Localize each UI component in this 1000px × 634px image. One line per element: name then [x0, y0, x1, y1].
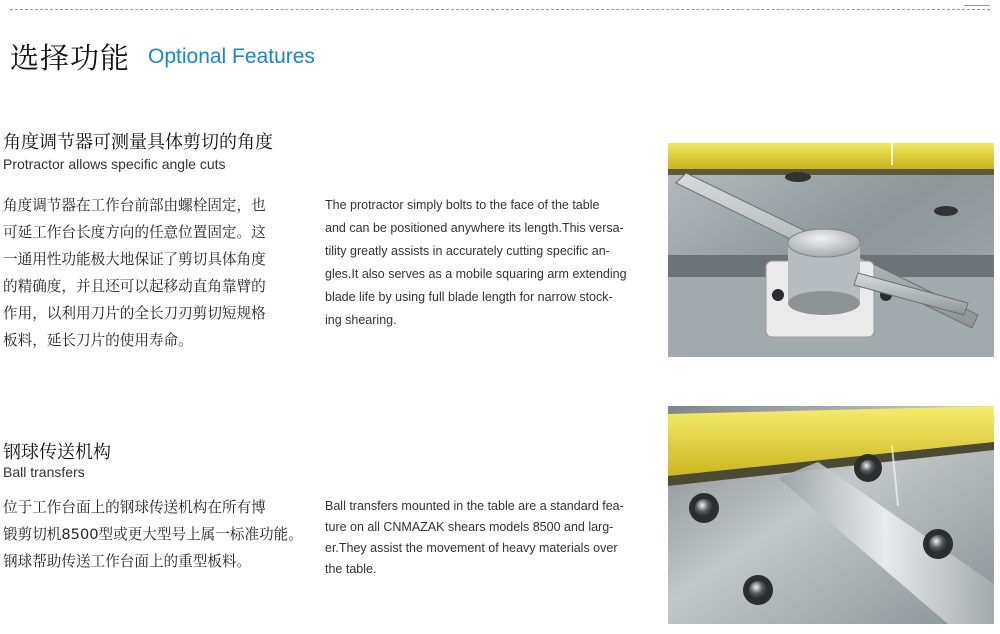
- page-title-cn: 选择功能: [10, 41, 131, 75]
- dashed-divider: [10, 9, 990, 10]
- text-line: er.They assist the movement of heavy materials over: [325, 541, 618, 555]
- text-line: Ball transfers mounted in the table are a standard fea-: [325, 499, 624, 513]
- text-line: 钢球帮助传送工作台面上的重型板料。: [3, 553, 252, 570]
- protractor-heading-cn: 角度调节器可测量具体剪切的角度: [3, 132, 273, 153]
- text-line: 作用，以利用刀片的全长刀刃剪切短规格: [3, 305, 266, 322]
- text-line: ing shearing.: [325, 313, 397, 327]
- text-line: the table.: [325, 562, 377, 576]
- text-line: ture on all CNMAZAK shears models 8500 and larg-: [325, 520, 614, 534]
- text-line: blade life by using full blade length for narrow stock-: [325, 290, 613, 304]
- ball-transfers-body-en: [325, 496, 650, 580]
- text-line: 板料，延长刀片的使用寿命。: [3, 332, 193, 349]
- text-line: 的精确度，并且还可以起移动直角靠臂的: [3, 278, 266, 295]
- ball-transfers-heading-en: Ball transfers: [3, 464, 85, 480]
- text-line: 角度调节器在工作台前部由螺栓固定，也: [3, 197, 266, 214]
- ball-transfers-heading-cn: 钢球传送机构: [3, 442, 111, 463]
- text-line: 可延工作台长度方向的任意位置固定。这: [3, 224, 266, 241]
- text-line: and can be positioned anywhere its length.This versa-: [325, 221, 624, 235]
- text-line: 位于工作台面上的钢球传送机构在所有博: [3, 499, 266, 516]
- protractor-body-en: [325, 194, 650, 332]
- protractor-photo: [668, 143, 994, 357]
- text-line: gles.It also serves as a mobile squaring arm extending: [325, 267, 627, 281]
- ball-transfers-body-cn: [3, 494, 315, 575]
- protractor-body-cn: [3, 192, 315, 354]
- protractor-heading-en: Protractor allows specific angle cuts: [3, 156, 226, 172]
- page-title-en: Optional Features: [148, 45, 315, 68]
- ball-transfers-photo: [668, 406, 994, 624]
- text-line: 一通用性功能极大地保证了剪切具体角度: [3, 251, 266, 268]
- divider-end-mark: [964, 5, 990, 6]
- text-line: The protractor simply bolts to the face of the table: [325, 198, 600, 212]
- text-line: 锻剪切机8500型或更大型号上属一标准功能。: [3, 526, 303, 543]
- text-line: tility greatly assists in accurately cutting specific an-: [325, 244, 610, 258]
